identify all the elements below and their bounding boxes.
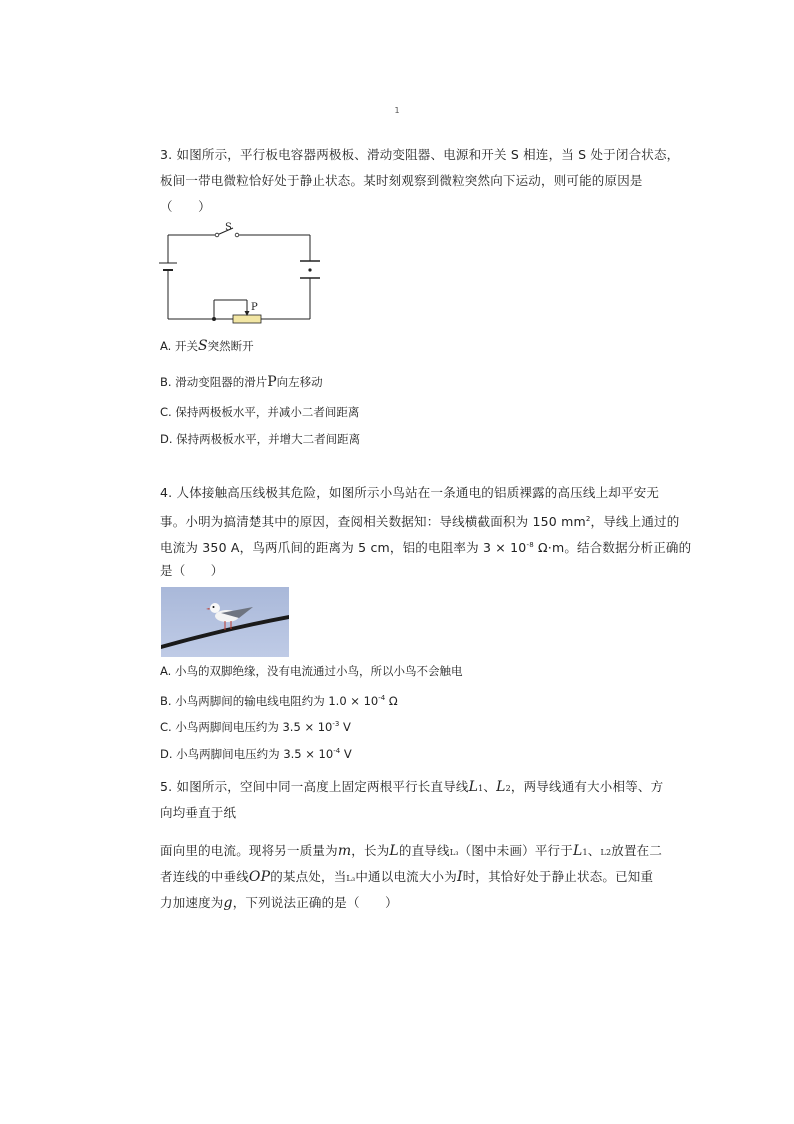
circuit-diagram	[155, 218, 335, 330]
junction-dot	[212, 317, 216, 321]
q4-option-d	[160, 743, 352, 762]
symbol-l2-sub: 2	[605, 848, 612, 857]
q4-option-a: A. 小鸟的双脚绝缘，没有电流通过小鸟，所以小鸟不会触电	[160, 664, 463, 678]
symbol-l2: L	[496, 779, 506, 795]
q5-line-4-end: 时，其恰好处于静止状态。已知重	[462, 869, 654, 884]
q5-line-3-text: 面向里的电流。现将另一质量为	[160, 843, 338, 858]
q4-line-1: 4. 人体接触高压线极其危险，如图所示小鸟站在一条通电的铝质裸露的高压线上却平安无	[160, 485, 660, 500]
symbol-m: m	[337, 843, 352, 859]
q3-option-d: D. 保持两极板水平，并增大二者间距离	[160, 432, 361, 446]
symbol-l1-sub: 1	[582, 848, 588, 857]
symbol-op: OP	[248, 869, 271, 885]
symbol-l1: L	[468, 779, 479, 795]
slider-label: P	[251, 302, 258, 313]
charged-particle-dot	[308, 268, 311, 271]
q5-line-4-text-c: 中通以电流大小为	[355, 869, 457, 884]
symbol-l3: L₃	[346, 874, 356, 883]
symbol-l2-sub: 2	[505, 784, 511, 793]
symbol-l2: L	[600, 848, 606, 857]
option-c-unit: V	[339, 720, 351, 734]
q3-option-b	[160, 374, 323, 390]
q3-option-c: C. 保持两极板水平，并减小二者间距离	[160, 405, 360, 419]
option-d-sup: -4	[333, 747, 341, 755]
switch-contact-left	[215, 233, 219, 237]
q4-line-3-text: 电流为 350 A，鸟两爪间的距离为 5 cm，铝的电阻率为 3 × 10	[160, 540, 527, 555]
q3-line-1: 3. 如图所示，平行板电容器两极板、滑动变阻器、电源和开关 S 相连，当 S 处于闭合状态，	[160, 147, 680, 162]
symbol-p: P	[267, 374, 277, 390]
q4-option-b	[160, 690, 398, 709]
q4-option-c	[160, 716, 351, 735]
separator: 、	[587, 843, 601, 858]
q5-line-3-end: 放置在二	[611, 843, 663, 858]
symbol-l1-sub: 1	[478, 784, 484, 793]
q4-line-3-sup: -8	[526, 541, 534, 549]
q3-line-2: 板间一带电微粒恰好处于静止状态。某时刻观察到微粒突然向下运动，则可能的原因是	[160, 173, 643, 188]
q5-line-3-text-b: ，长为	[351, 843, 390, 858]
q5-line-4	[160, 868, 653, 888]
option-d-text: D. 小鸟两脚间电压约为 3.5 × 10	[160, 747, 334, 761]
option-b-text: B. 滑动变阻器的滑片	[160, 375, 268, 389]
q5-line-1	[160, 778, 663, 798]
option-c-text: C. 小鸟两脚间电压约为 3.5 × 10	[160, 720, 333, 734]
option-c-sup: -3	[332, 720, 340, 728]
option-b-sup: -4	[378, 694, 386, 702]
option-d-unit: V	[340, 747, 352, 761]
option-b-text: B. 小鸟两脚间的输电线电阻约为 1.0 × 10	[160, 694, 379, 708]
bird-on-wire-photo	[161, 587, 289, 657]
symbol-i: I	[456, 869, 463, 885]
q5-line-1-end: ，两导线通有大小相等、方	[510, 779, 664, 794]
q5-line-3-text-d: （图中未画）平行于	[458, 843, 573, 858]
symbol-l1: L	[572, 843, 583, 859]
symbol-l3: L₃	[449, 848, 459, 857]
q4-line-2	[160, 510, 679, 531]
q5-line-5	[160, 894, 398, 912]
option-a-text-end: 突然断开	[207, 339, 254, 353]
symbol-length-l: L	[389, 843, 399, 859]
page-number: 1	[394, 106, 400, 115]
q4-line-3-end: Ω·m。结合数据分析正确的	[533, 540, 692, 555]
q5-line-4-text: 者连线的中垂线	[160, 869, 249, 884]
q5-line-5-end: ，下列说法正确的是（ ）	[232, 895, 398, 910]
q3-option-a	[160, 338, 254, 354]
option-b-unit: Ω	[385, 694, 398, 708]
separator: 、	[483, 779, 497, 794]
q4-line-2-text: 事。小明为搞清楚其中的原因，查阅相关数据知：导线横截面积为 150 mm	[160, 514, 586, 529]
option-a-text: A. 开关	[160, 339, 198, 353]
symbol-s: S	[197, 338, 208, 354]
rheostat	[233, 315, 261, 323]
q4-line-3	[160, 536, 691, 557]
q5-line-1-text: 5. 如图所示，空间中同一高度上固定两根平行长直导线	[160, 779, 469, 794]
q5-line-3	[160, 842, 662, 862]
q4-line-2-end: ，导线上通过的	[590, 514, 680, 529]
q5-line-2: 向均垂直于纸	[160, 805, 237, 820]
q4-line-4: 是（ ）	[160, 563, 224, 578]
q3-line-3: （ ）	[160, 199, 211, 214]
q5-line-5-text: 力加速度为	[160, 895, 224, 910]
switch-label: S	[225, 222, 232, 233]
option-b-text-end: 向左移动	[276, 375, 323, 389]
q5-line-3-text-c: 的直导线	[398, 843, 450, 858]
q5-line-4-text-b: 的某点处，当	[270, 869, 347, 884]
switch-contact-right	[235, 233, 239, 237]
q4-line-2-sup: 2	[585, 515, 591, 523]
symbol-g: g	[223, 895, 233, 911]
